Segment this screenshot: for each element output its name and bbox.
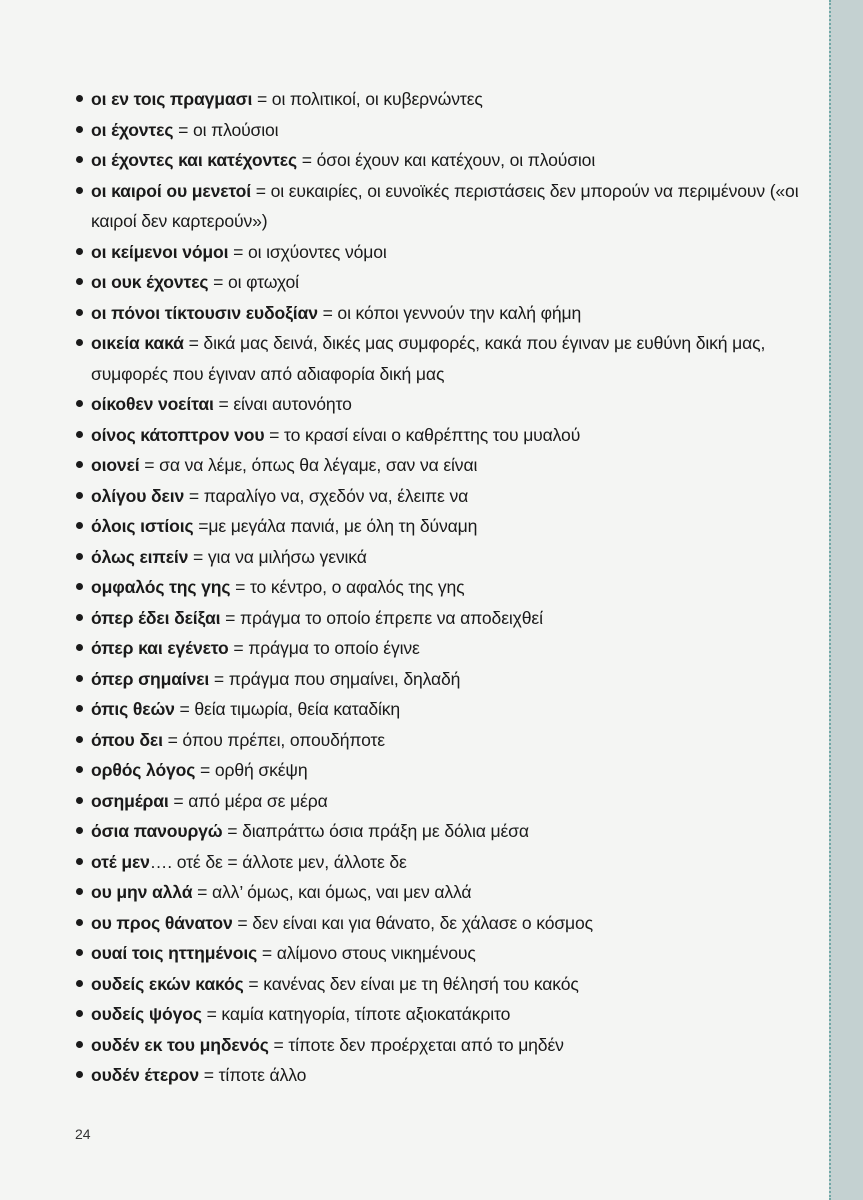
entry-definition: = πράγμα που σημαίνει, δηλαδή [209,668,461,689]
glossary-entry [76,664,821,695]
glossary-entry [76,786,821,817]
bullet-icon [76,919,83,926]
entry-definition: = πράγμα το οποίο έπρεπε να αποδειχθεί [220,607,543,628]
glossary-entry [76,115,821,146]
glossary-entry [76,145,821,176]
entry-term: όλοις ιστίοις [91,516,194,536]
glossary-entry [76,328,821,389]
entry-term: οίκοθεν νοείται [91,394,214,414]
bullet-icon [76,553,83,560]
glossary-entry [76,481,821,512]
bullet-icon [76,949,83,956]
entry-definition: =με μεγάλα πανιά, με όλη τη δύναμη [193,516,478,536]
page-number: 24 [75,1126,91,1142]
entry-term: ου μην αλλά [91,882,193,902]
entry-term: οίνος κάτοπτρον νου [91,424,265,445]
entry-definition: = οι ευκαιρίες, οι ευνοϊκές περιστάσεις δεν μπορούν να περιμένουν («οι καιροί δεν καρτερούν») [91,180,799,231]
bullet-icon [76,827,83,834]
entry-definition: = καμία κατηγορία, τίποτε αξιοκατάκριτο [201,1004,511,1024]
entry-term: οσημέραι [91,790,169,811]
bullet-icon [76,980,83,987]
entry-term: ου προς θάνατον [91,912,233,933]
entry-definition: …. οτέ δε = άλλοτε μεν, άλλοτε δε [149,851,407,872]
glossary-entry [76,84,821,115]
entry-term: οι ουκ έχοντες [91,272,209,292]
entry-term: οι εν τοις πραγμασι [91,89,253,109]
glossary-entry [76,1060,821,1091]
bullet-icon [76,675,83,682]
entry-definition: = οι πλούσιοι [173,119,279,140]
entry-term: οικεία κακά [91,333,184,353]
bullet-icon [76,187,83,194]
entry-definition: = αλίμονο στους νικημένους [257,943,476,963]
bullet-icon [76,309,83,316]
entry-definition: = για να μιλήσω γενικά [188,546,367,567]
bullet-icon [76,1041,83,1048]
glossary-entry [76,511,821,542]
entry-definition: = το κρασί είναι ο καθρέπτης του μυαλού [264,424,581,445]
entry-definition: = ορθή σκέψη [195,760,308,780]
glossary-entry [76,237,821,268]
entry-definition: = οι κόποι γεννούν την καλή φήμη [317,302,582,323]
entry-definition: = είναι αυτονόητο [213,394,352,414]
entry-term: ουδέν έτερον [91,1065,200,1085]
glossary-entry [76,1030,821,1061]
glossary-entry [76,969,821,1000]
entry-definition: = τίποτε δεν προέρχεται από το μηδέν [268,1034,564,1055]
entry-definition: = διαπράττω όσια πράξη με δόλια μέσα [222,821,529,841]
entry-definition: = τίποτε άλλο [199,1065,307,1085]
glossary-entry [76,908,821,939]
entry-term: όσια πανουργώ [91,821,223,841]
entry-term: οι κείμενοι νόμοι [91,241,229,262]
bullet-icon [76,858,83,865]
bullet-icon [76,492,83,499]
entry-term: όλως ειπείν [91,546,189,567]
entry-definition: = οι ισχύοντες νόμοι [228,241,387,262]
entry-definition: = οι πολιτικοί, οι κυβερνώντες [252,89,483,109]
glossary-entry [76,725,821,756]
dotted-divider [829,0,831,1200]
bullet-icon [76,1071,83,1078]
glossary-entry [76,999,821,1030]
glossary-entry [76,847,821,878]
entry-term: οιονεί [91,455,140,475]
entry-term: όπερ σημαίνει [91,668,210,689]
bullet-icon [76,888,83,895]
glossary-entry [76,816,821,847]
bullet-icon [76,766,83,773]
entry-term: όπερ και εγένετο [91,638,229,658]
entry-definition: = οι φτωχοί [208,272,299,292]
bullet-icon [76,1010,83,1017]
glossary-entry [76,572,821,603]
glossary-entry [76,755,821,786]
bullet-icon [76,431,83,438]
entry-definition: = σα να λέμε, όπως θα λέγαμε, σαν να είναι [139,455,478,475]
entry-term: ουδείς ψόγος [91,1004,202,1024]
glossary-entry [76,694,821,725]
entry-definition: = πράγμα το οποίο έγινε [228,638,420,658]
glossary-entry [76,420,821,451]
bullet-icon [76,522,83,529]
bullet-icon [76,583,83,590]
entry-term: οι έχοντες και κατέχοντες [91,150,297,170]
entry-definition: = το κέντρο, ο αφαλός της γης [230,577,465,597]
bullet-icon [76,461,83,468]
entry-term: ολίγου δειν [91,485,185,506]
bullet-icon [76,797,83,804]
glossary-entry [76,603,821,634]
bullet-icon [76,400,83,407]
entry-definition: = από μέρα σε μέρα [168,790,328,811]
glossary-entry [76,267,821,298]
bullet-icon [76,736,83,743]
page-edge-border [829,0,863,1200]
entry-term: ουδείς εκών κακός [91,973,244,994]
bullet-icon [76,126,83,133]
bullet-icon [76,644,83,651]
bullet-icon [76,614,83,621]
glossary-entry [76,542,821,573]
entry-term: οι έχοντες [91,119,174,140]
glossary-entry [76,298,821,329]
bullet-icon [76,248,83,255]
glossary-list [76,84,821,1091]
entry-definition: = δεν είναι και για θάνατο, δε χάλασε ο κόσμος [232,912,593,933]
bullet-icon [76,278,83,285]
entry-definition: = θεία τιμωρία, θεία καταδίκη [174,699,401,719]
glossary-entry [76,938,821,969]
bullet-icon [76,95,83,102]
bullet-icon [76,156,83,163]
glossary-entry [76,176,821,237]
entry-definition: = αλλ’ όμως, και όμως, ναι μεν αλλά [192,882,472,902]
glossary-entry [76,633,821,664]
entry-term: ορθός λόγος [91,760,196,780]
bullet-icon [76,339,83,346]
entry-term: ομφαλός της γης [91,577,231,597]
entry-term: ουδέν εκ του μηδενός [91,1034,269,1055]
entry-definition: = παραλίγο να, σχεδόν να, έλειπε να [184,485,469,506]
entry-definition: = δικά μας δεινά, δικές μας συμφορές, κακά που έγιναν με ευθύνη δική μας, συμφορές που έγιναν από αδιαφορία δική μας [91,333,766,384]
glossary-entry [76,389,821,420]
entry-term: όπερ έδει δείξαι [91,607,221,628]
glossary-entry [76,450,821,481]
entry-term: όπις θεών [91,699,175,719]
entry-term: οι πόνοι τίκτουσιν ευδοξίαν [91,302,318,323]
entry-definition: = όπου πρέπει, οπουδήποτε [162,729,385,750]
entry-term: οτέ μεν [91,851,150,872]
entry-term: ουαί τοις ηττημένοις [91,943,258,963]
entry-term: οι καιροί ου μενετοί [91,180,251,201]
entry-term: όπου δει [91,729,163,750]
entry-definition: = κανένας δεν είναι με τη θέλησή του κακός [243,973,579,994]
entry-definition: = όσοι έχουν και κατέχουν, οι πλούσιοι [297,150,596,170]
bullet-icon [76,705,83,712]
glossary-entry [76,877,821,908]
